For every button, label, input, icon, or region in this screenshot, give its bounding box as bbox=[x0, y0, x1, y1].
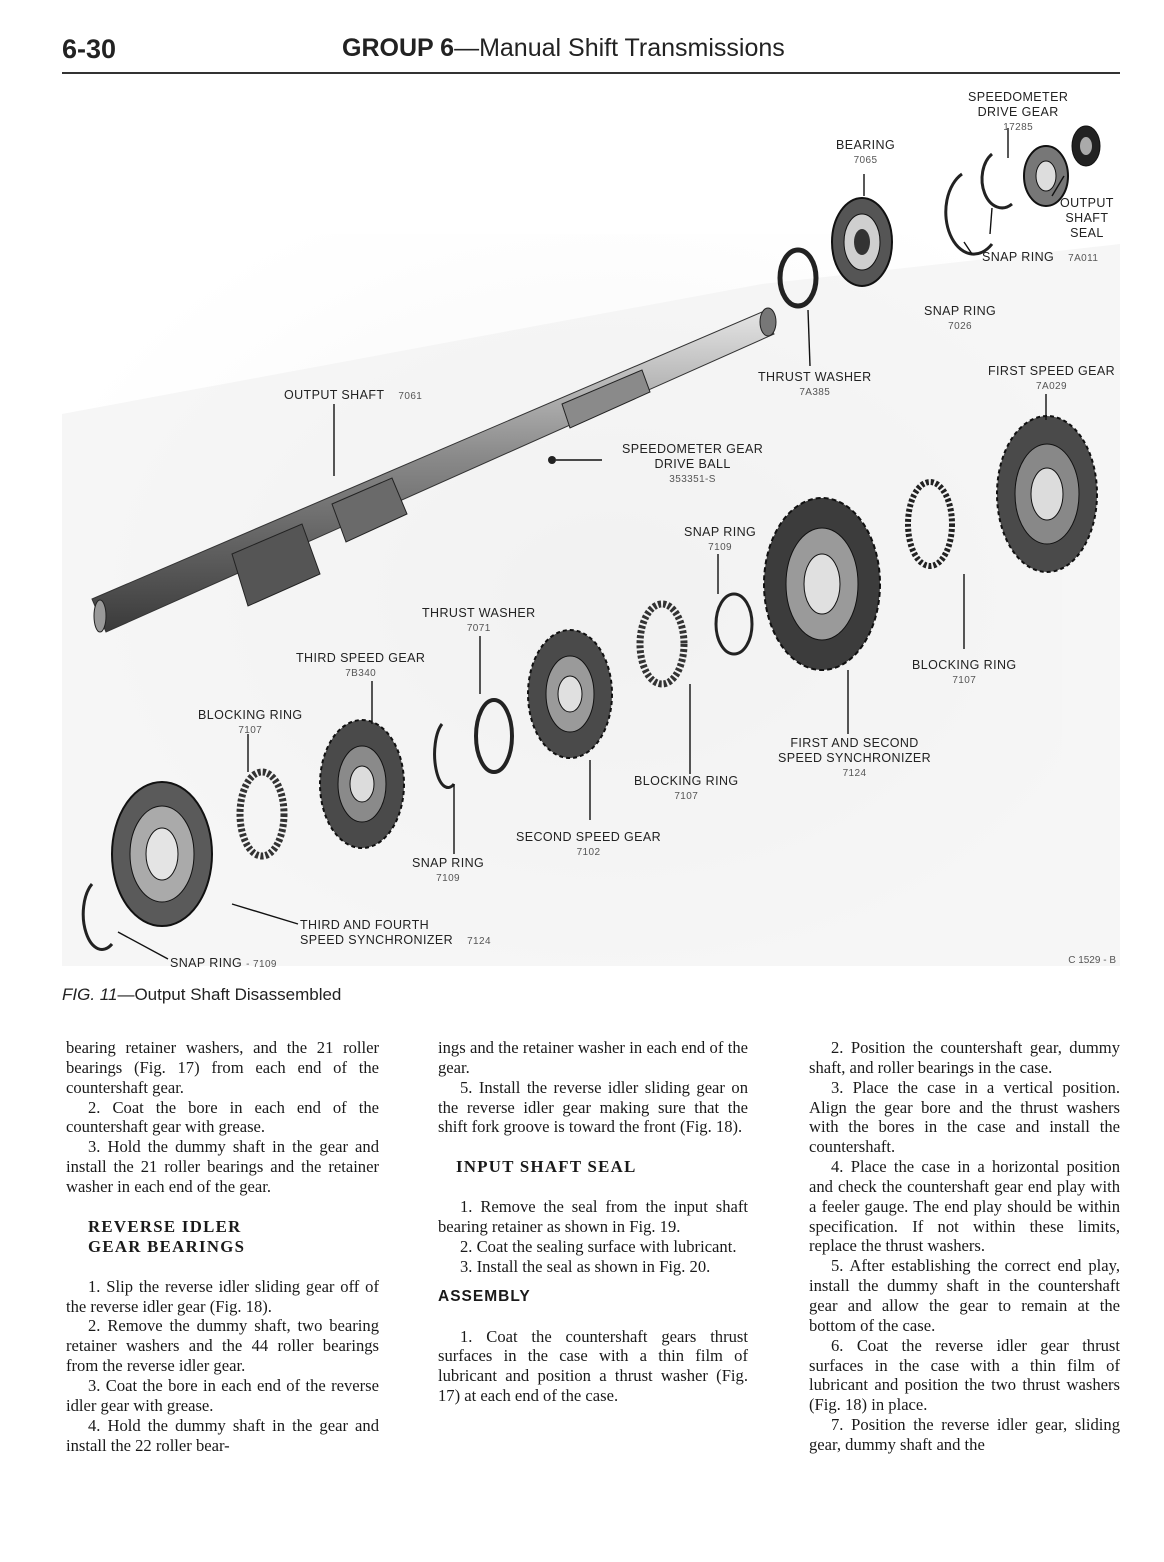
label-first-speed-gear: FIRST SPEED GEAR 7A029 bbox=[988, 364, 1116, 392]
label-blocking-ring-left: BLOCKING RING 7107 bbox=[198, 708, 303, 736]
page-number: 6-30 bbox=[62, 34, 117, 64]
label-thrust-washer-7071: THRUST WASHER 7071 bbox=[422, 606, 536, 634]
text-column-3 bbox=[809, 1038, 1120, 1455]
label-snap-ring-mid: SNAP RING 7109 bbox=[684, 525, 757, 553]
text-column-1 bbox=[66, 1038, 379, 1455]
label-bearing: BEARING 7065 bbox=[836, 138, 896, 166]
group-label: GROUP 6 bbox=[342, 34, 455, 62]
label-output-shaft-seal: OUTPUT SHAFT SEAL bbox=[1060, 196, 1114, 240]
running-head bbox=[342, 34, 785, 63]
paragraph: 3. Hold the dummy shaft in the gear and install the 21 roller bearings and the retainer washer in each end of the gear. bbox=[66, 1137, 379, 1196]
figure-code: C 1529 - B bbox=[1068, 955, 1116, 966]
label-snap-ring-7a011: SNAP RING 7A011 bbox=[982, 250, 1099, 264]
paragraph: 1. Coat the countershaft gears thrust surfaces in the case with a thin film of lubricant and position a thrust washer (Fig. 17) at each end of the case. bbox=[438, 1326, 748, 1406]
exploded-view-figure bbox=[62, 84, 1120, 970]
section-heading: ASSEMBLY bbox=[438, 1287, 531, 1305]
first-speed-gear bbox=[997, 416, 1097, 572]
label-snap-ring-low: SNAP RING 7109 bbox=[412, 856, 485, 884]
section-heading-line-2: GEAR BEARINGS bbox=[88, 1236, 246, 1256]
paragraph: 2. Position the countershaft gear, dummy shaft, and roller bearings in the case. bbox=[809, 1038, 1120, 1077]
label-third-fourth-synchronizer: THIRD AND FOURTH SPEED SYNCHRONIZER 7124 bbox=[300, 918, 491, 947]
paragraph: 7. Position the reverse idler gear, sliding gear, dummy shaft and the bbox=[809, 1415, 1120, 1454]
label-blocking-ring-right: BLOCKING RING 7107 bbox=[912, 658, 1017, 686]
header-rule bbox=[62, 72, 1120, 74]
paragraph: 2. Coat the bore in each end of the countershaft gear with grease. bbox=[66, 1097, 379, 1137]
paragraph: 1. Remove the seal from the input shaft bearing retainer as shown in Fig. 19. bbox=[438, 1197, 748, 1237]
first-second-synchronizer bbox=[764, 498, 880, 670]
paragraph: 3. Coat the bore in each end of the reverse idler gear with grease. bbox=[66, 1375, 379, 1415]
label-first-second-synchronizer: FIRST AND SECOND SPEED SYNCHRONIZER 7124 bbox=[778, 736, 932, 779]
paragraph: 1. Slip the reverse idler sliding gear off of the reverse idler gear (Fig. 18). bbox=[66, 1276, 379, 1316]
label-thrust-washer-7a385: THRUST WASHER 7A385 bbox=[758, 370, 872, 398]
paragraph: 2. Remove the dummy shaft, two bearing retainer washers and the 44 roller bearings from the reverse idler gear. bbox=[66, 1316, 379, 1376]
section-heading-line-1: REVERSE IDLER bbox=[88, 1216, 242, 1236]
paragraph: 5. Install the reverse idler sliding gear on the reverse idler gear making sure that the shift fork groove is toward the front (Fig. 18). bbox=[438, 1077, 748, 1137]
paragraph: 6. Coat the reverse idler gear thrust surfaces in the case with a thin film of lubricant and position the two thrust washers (Fig. 18) in place. bbox=[809, 1335, 1120, 1415]
label-third-speed-gear: THIRD SPEED GEAR 7B340 bbox=[296, 651, 426, 679]
label-output-shaft: OUTPUT SHAFT 7061 bbox=[284, 388, 423, 402]
second-speed-gear bbox=[528, 630, 612, 758]
group-title: —Manual Shift Transmissions bbox=[454, 34, 785, 62]
label-blocking-ring-center: BLOCKING RING 7107 bbox=[634, 774, 739, 802]
label-second-speed-gear: SECOND SPEED GEAR 7102 bbox=[516, 830, 662, 858]
paragraph: 4. Place the case in a horizontal position and check the countershaft gear end play with a feeler gauge. The end play should be within specification. If not within these limits, replace the thrust washers. bbox=[809, 1157, 1120, 1256]
third-fourth-synchronizer bbox=[112, 782, 212, 926]
paragraph: 4. Hold the dummy shaft in the gear and install the 22 roller bear- bbox=[66, 1415, 379, 1455]
text-column-2 bbox=[438, 1038, 748, 1406]
drive-ball bbox=[548, 456, 556, 464]
label-speedometer-gear-drive-ball: SPEEDOMETER GEAR DRIVE BALL 353351-S bbox=[622, 442, 764, 485]
label-speedometer-drive-gear: SPEEDOMETER DRIVE GEAR 17285 bbox=[968, 90, 1069, 133]
page-header bbox=[62, 30, 1120, 76]
section-heading: INPUT SHAFT SEAL bbox=[456, 1157, 637, 1177]
paragraph: 3. Place the case in a vertical position. Align the gear bore and the thrust washers with the bores in the case and install the countershaft. bbox=[809, 1077, 1120, 1157]
figure-title: —Output Shaft Disassembled bbox=[117, 985, 342, 1004]
figure-caption bbox=[62, 985, 341, 1005]
output-shaft-seal bbox=[1072, 126, 1100, 166]
third-speed-gear bbox=[320, 720, 404, 848]
figure-number: FIG. 11 bbox=[62, 985, 118, 1004]
paragraph: ings and the retainer washer in each end of the gear. bbox=[438, 1038, 748, 1077]
label-snap-ring-7026: SNAP RING 7026 bbox=[924, 304, 997, 332]
bearing-7065 bbox=[832, 198, 892, 286]
paragraph: bearing retainer washers, and the 21 roller bearings (Fig. 17) from each end of the countershaft gear. bbox=[66, 1038, 379, 1097]
paragraph: 2. Coat the sealing surface with lubricant. bbox=[460, 1236, 737, 1256]
label-snap-ring-bottom: SNAP RING - 7109 bbox=[170, 956, 277, 970]
snap-ring-7a011 bbox=[982, 154, 1012, 208]
paragraph: 5. After establishing the correct end play, install the dummy shaft in the countershaft gear and allow the gear to remain at the bottom of the case. bbox=[809, 1256, 1120, 1335]
paragraph: 3. Install the seal as shown in Fig. 20. bbox=[460, 1256, 711, 1276]
